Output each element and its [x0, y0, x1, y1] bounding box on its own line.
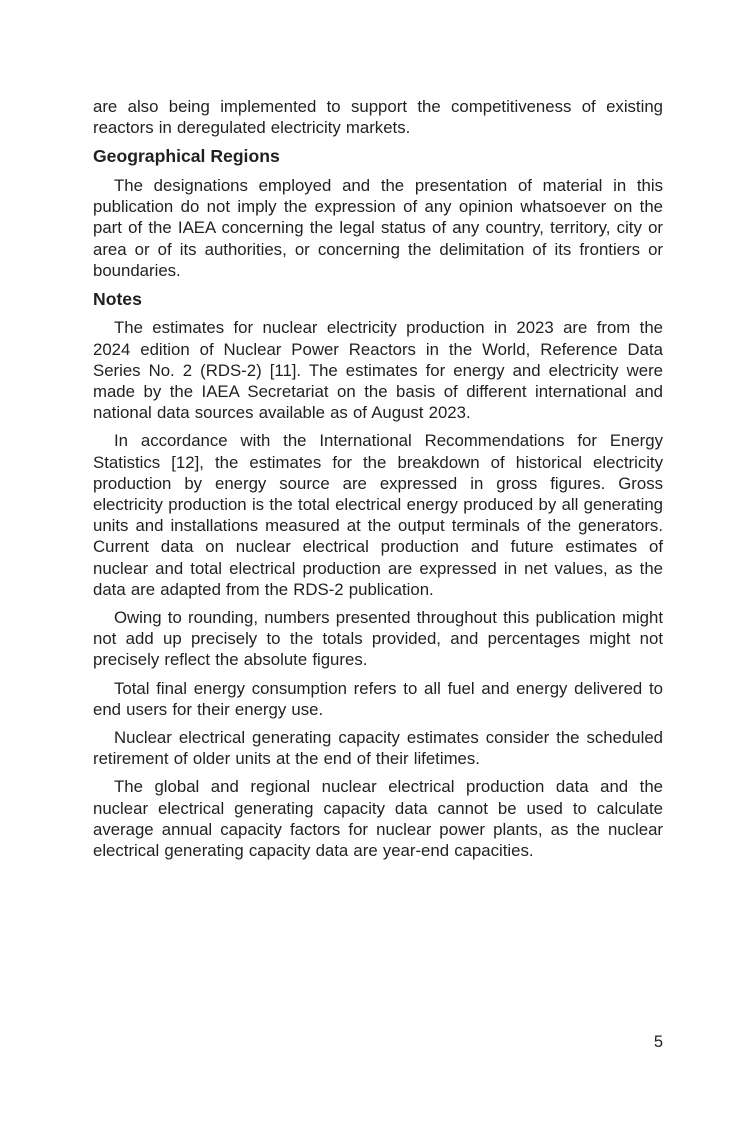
paragraph-notes-1: The estimates for nuclear electricity production in 2023 are from the 2024 edition of Nuclear Power Reactors in the World, Reference Data Series No. 2 (RDS-2) [11]. The estimates for energy and electricity were made by the IAEA Secretariat on the basis of different international and national data sources available as of August 2023. [93, 318, 663, 423]
paragraph-intro-continuation: are also being implemented to support the competitiveness of existing reactors in deregulated electricity markets. [93, 97, 663, 138]
paragraph-notes-2: In accordance with the International Recommendations for Energy Statistics [12], the estimates for the breakdown of historical electricity production by energy source are expressed in gross figures. Gross electricity production is the total electrical energy produced by all generating units and installations measured at the output terminals of the generators. Current data on nuclear electrical production and future estimates of nuclear and total electrical production are expressed in net values, as the data are adapted from the RDS-2 publication. [93, 431, 663, 599]
heading-notes: Notes [93, 288, 142, 309]
paragraph-geographical-regions: The designations employed and the presentation of material in this publication do not imply the expression of any opinion whatsoever on the part of the IAEA concerning the legal status of any country, territory, city or area or of its authorities, or concerning the delimitation of its frontiers or boundaries. [93, 175, 663, 280]
paragraph-notes-3: Owing to rounding, numbers presented throughout this publication might not add up precisely to the totals provided, and percentages might not precisely reflect the absolute figures. [93, 608, 663, 670]
page-number: 5 [653, 1033, 663, 1051]
paragraph-notes-5: Nuclear electrical generating capacity estimates consider the scheduled retirement of older units at the end of their lifetimes. [93, 728, 663, 769]
page-body [93, 96, 663, 861]
paragraph-notes-6: The global and regional nuclear electrical production data and the nuclear electrical generating capacity data cannot be used to calculate average annual capacity factors for nuclear power plants, as the nuclear electrical generating capacity data are year-end capacities. [93, 777, 663, 861]
heading-geographical-regions: Geographical Regions [93, 146, 280, 167]
paragraph-notes-4: Total final energy consumption refers to all fuel and energy delivered to end users for their energy use. [93, 678, 663, 719]
